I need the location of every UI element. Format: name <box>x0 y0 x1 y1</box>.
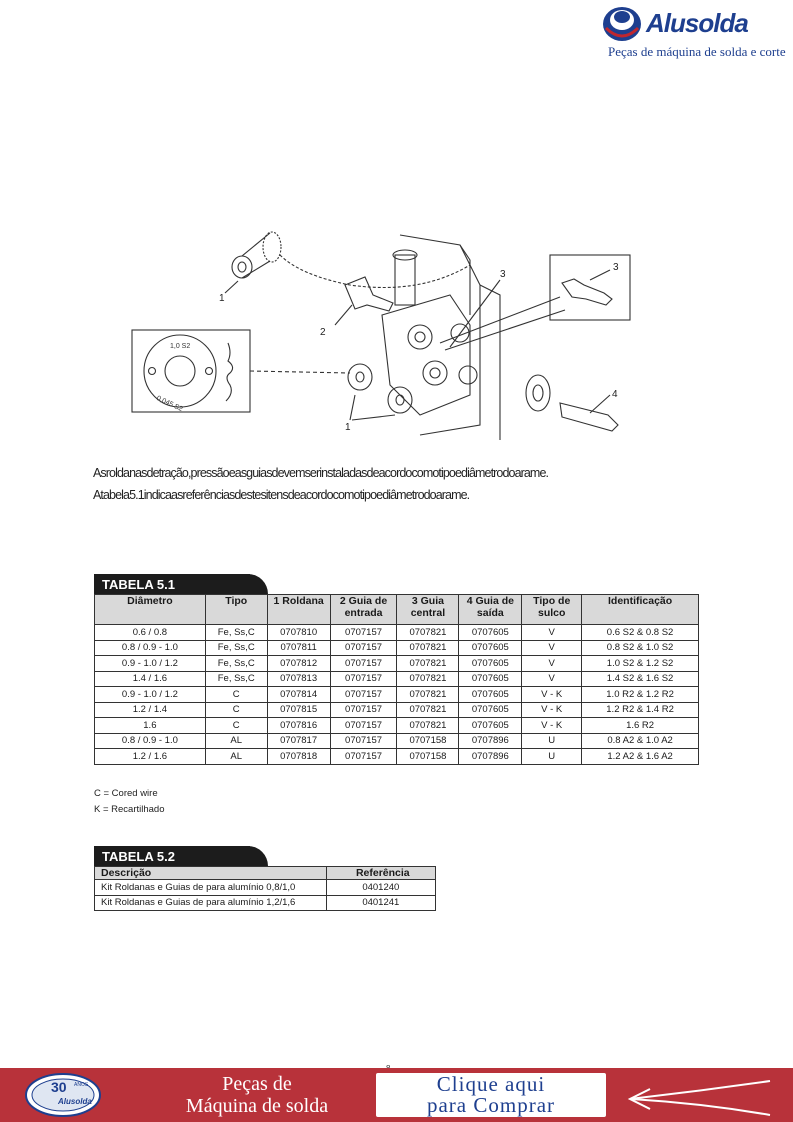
table-cell: 0707821 <box>397 718 459 734</box>
table-cell: 0707814 <box>267 687 330 703</box>
table-5-2-title: TABELA 5.2 <box>94 846 250 866</box>
badge-number: 30 <box>51 1079 67 1095</box>
table-cell: AL <box>205 749 267 765</box>
table-cell: U <box>522 733 582 749</box>
table-cell: 1.2 A2 & 1.6 A2 <box>582 749 699 765</box>
central-guide <box>562 279 612 305</box>
table-cell: Fe, Ss,C <box>205 640 267 656</box>
table-cell: 0707817 <box>267 733 330 749</box>
col-header-tipo-sulco: Tipo de sulco <box>522 595 582 625</box>
table-cell: 0.9 - 1.0 / 1.2 <box>95 656 206 672</box>
table-cell: 0707812 <box>267 656 330 672</box>
table-5-1-title: TABELA 5.1 <box>94 574 250 594</box>
col-header-tipo: Tipo <box>205 595 267 625</box>
table-cell: 0707821 <box>397 640 459 656</box>
logo-brand-text: Alusolda <box>646 8 748 38</box>
callout-1-top: 1 <box>219 293 225 304</box>
table-cell: 0.6 / 0.8 <box>95 625 206 641</box>
table-cell: 0.8 / 0.9 - 1.0 <box>95 733 206 749</box>
table-cell: 0707157 <box>330 656 397 672</box>
disc-hole-left <box>149 368 156 375</box>
outlet-flange <box>526 375 550 411</box>
table-cell: V <box>522 671 582 687</box>
table-cell: V <box>522 656 582 672</box>
drive-roll-upper <box>408 325 432 349</box>
roller-top <box>232 256 252 278</box>
table-cell: 0707896 <box>459 733 522 749</box>
table-cell: 1.4 S2 & 1.6 S2 <box>582 671 699 687</box>
outlet-guide <box>560 403 618 431</box>
table-cell: 0707157 <box>330 733 397 749</box>
roller-lower-right <box>388 387 412 413</box>
table-cell: 1.2 / 1.6 <box>95 749 206 765</box>
table-cell: 0707605 <box>459 671 522 687</box>
table-cell: 0707811 <box>267 640 330 656</box>
table-cell: V - K <box>522 687 582 703</box>
table-cell: 0707821 <box>397 671 459 687</box>
table-cell: 0707157 <box>330 687 397 703</box>
col-header-diametro: Diâmetro <box>95 595 206 625</box>
table-row <box>95 880 436 896</box>
table-cell: 0707605 <box>459 718 522 734</box>
banner-line-1: Peças de <box>222 1073 292 1095</box>
disc-bottom-label: 0,045 S2 <box>155 394 184 414</box>
disc-top-label: 1,0 S2 <box>170 343 191 350</box>
table-cell: 0707157 <box>330 625 397 641</box>
table-cell: 0707158 <box>397 749 459 765</box>
table-cell: 0707810 <box>267 625 330 641</box>
table-cell: 0707605 <box>459 702 522 718</box>
table-cell: 0707605 <box>459 687 522 703</box>
table-cell: 0707821 <box>397 687 459 703</box>
col-header-roldana: 1 Roldana <box>267 595 330 625</box>
table-cell: 0.9 - 1.0 / 1.2 <box>95 687 206 703</box>
col-header-guia-central: 3 Guia central <box>397 595 459 625</box>
disc-hub <box>165 356 195 386</box>
disc-detail-box <box>132 330 250 412</box>
table-5-2-body <box>95 880 436 911</box>
table-cell: 0.8 / 0.9 - 1.0 <box>95 640 206 656</box>
table-row <box>95 656 699 672</box>
table-5-1-body <box>95 625 699 765</box>
table-5-2 <box>94 866 436 911</box>
buy-button[interactable] <box>376 1073 606 1117</box>
frame-outline <box>400 235 480 435</box>
table-row <box>95 687 699 703</box>
table-cell: Kit Roldanas e Guias de para alumínio 0,8/1,0 <box>95 880 327 896</box>
table-cell: Fe, Ss,C <box>205 671 267 687</box>
table-cell: 0707896 <box>459 749 522 765</box>
anniversary-badge <box>24 1072 102 1118</box>
table-cell: 0.8 A2 & 1.0 A2 <box>582 733 699 749</box>
table-cell: 0707821 <box>397 702 459 718</box>
drive-roll-lower <box>423 361 447 385</box>
table-5-1 <box>94 594 699 765</box>
banner-line-2: Máquina de solda <box>185 1095 329 1117</box>
feeder-body <box>382 295 470 415</box>
banner-pecas-text <box>132 1073 382 1117</box>
paragraph-1: Asroldanasdetração,pressãoeasguiasdevemserinstaladasdeacordocomotipoediâmetrodoarame. <box>93 466 549 480</box>
table-cell: Fe, Ss,C <box>205 656 267 672</box>
table-row <box>95 749 699 765</box>
table-cell: Fe, Ss,C <box>205 625 267 641</box>
table-cell: 0707157 <box>330 671 397 687</box>
table-cell: 0707821 <box>397 625 459 641</box>
table-cell: 0707605 <box>459 640 522 656</box>
table-cell: AL <box>205 733 267 749</box>
table-cell: C <box>205 702 267 718</box>
table-cell: V <box>522 625 582 641</box>
callout-1-bottom: 1 <box>345 422 351 433</box>
table-row <box>95 702 699 718</box>
disc-hole-right <box>206 368 213 375</box>
table-row <box>95 895 436 911</box>
table-row <box>95 640 699 656</box>
col-header-identificacao: Identificação <box>582 595 699 625</box>
table-cell: 0707157 <box>330 640 397 656</box>
table-cell: V - K <box>522 702 582 718</box>
note-recartilhado: K = Recartilhado <box>94 804 165 815</box>
table-cell: 1.2 / 1.4 <box>95 702 206 718</box>
table-cell: 0707815 <box>267 702 330 718</box>
col-header-guia-saida: 4 Guia de saída <box>459 595 522 625</box>
table-cell: 0707157 <box>330 718 397 734</box>
table-row <box>95 733 699 749</box>
callout-4: 4 <box>612 389 618 400</box>
table-cell: 0.8 S2 & 1.0 S2 <box>582 640 699 656</box>
roller-lower-left <box>348 364 372 390</box>
wire-feed-diagram <box>120 225 640 455</box>
table-cell: 0707157 <box>330 702 397 718</box>
paragraph-2: Atabela5.1indicaasreferênciasdestesitensdeacordocomotipoediâmetrodoarame. <box>93 488 470 502</box>
hand-profile <box>226 343 233 401</box>
badge-brand: Alusolda <box>58 1097 92 1106</box>
knob-column <box>395 255 415 305</box>
leader-dashed <box>250 371 350 373</box>
inlet-guide <box>345 277 393 311</box>
col-header-referencia: Referência <box>326 867 435 880</box>
table-cell: 0707605 <box>459 656 522 672</box>
table-cell: 0707816 <box>267 718 330 734</box>
note-cored-wire: C = Cored wire <box>94 788 158 799</box>
table-cell: 1.6 R2 <box>582 718 699 734</box>
table-cell: 0707605 <box>459 625 522 641</box>
table-cell: 1.0 R2 & 1.2 R2 <box>582 687 699 703</box>
table-cell: 1.6 <box>95 718 206 734</box>
logo-swirl-icon <box>600 4 644 44</box>
table-cell: 0401240 <box>326 880 435 896</box>
arrow-left-icon <box>620 1075 780 1119</box>
table-cell: 1.0 S2 & 1.2 S2 <box>582 656 699 672</box>
table-cell: 0.6 S2 & 0.8 S2 <box>582 625 699 641</box>
table-cell: 1.2 R2 & 1.4 R2 <box>582 702 699 718</box>
table-row <box>95 625 699 641</box>
cta-line-2: para Comprar <box>426 1093 556 1117</box>
logo-tagline: Peças de máquina de solda e corte <box>608 44 786 59</box>
table-cell: C <box>205 718 267 734</box>
table-cell: V <box>522 640 582 656</box>
cta-line-1: Clique aqui <box>436 1072 546 1096</box>
table-cell: V - K <box>522 718 582 734</box>
table-row <box>95 718 699 734</box>
col-header-descricao: Descrição <box>95 867 327 880</box>
col-header-guia-entrada: 2 Guia de entrada <box>330 595 397 625</box>
table-cell: 0401241 <box>326 895 435 911</box>
table-cell: 0707158 <box>397 733 459 749</box>
table-row <box>95 671 699 687</box>
table-cell: Kit Roldanas e Guias de para alumínio 1,2/1,6 <box>95 895 327 911</box>
table-cell: 0707157 <box>330 749 397 765</box>
callout-1-right: 3 <box>500 269 506 280</box>
badge-sub: ANOS <box>74 1082 89 1088</box>
table-cell: 0707821 <box>397 656 459 672</box>
table-cell: C <box>205 687 267 703</box>
callout-2: 2 <box>320 327 326 338</box>
table-cell: U <box>522 749 582 765</box>
callout-3: 3 <box>613 262 619 273</box>
alusolda-logo <box>600 4 790 64</box>
table-cell: 0707818 <box>267 749 330 765</box>
table-cell: 1.4 / 1.6 <box>95 671 206 687</box>
table-cell: 0707813 <box>267 671 330 687</box>
